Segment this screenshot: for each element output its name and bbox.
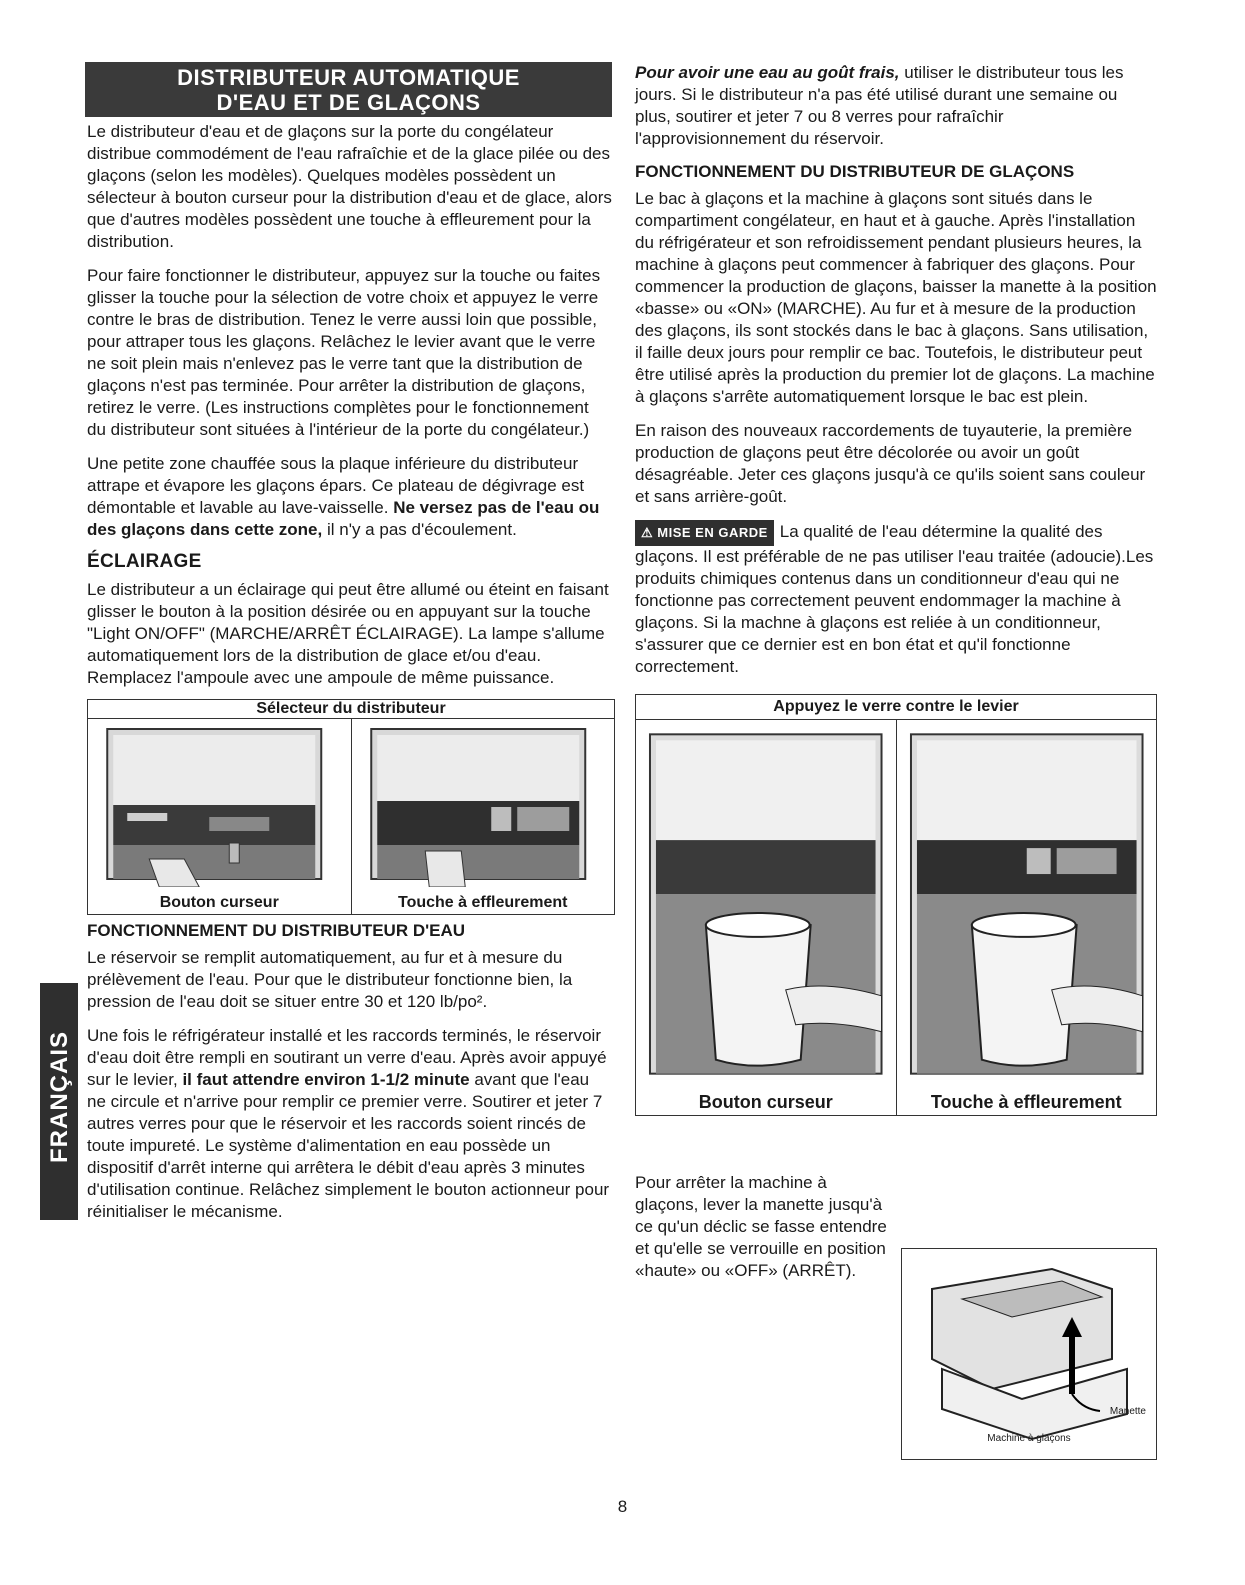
glass-figure-title: Appuyez le verre contre le levier (636, 695, 1156, 720)
touch-panel (351, 719, 615, 914)
glass-slider-panel (636, 720, 896, 1115)
ice-paragraph-2: En raison des nouveaux raccordements de tuyauterie, la première production de glaçons peut être décolorée ou avoir un goût désagréable. Jeter ces glaçons jusqu'à ce qu'ils soient sans couleur et sans arrière-goût. (635, 421, 1146, 506)
glass-lever-figure (635, 694, 1157, 1116)
section-title-line1: DISTRIBUTEUR AUTOMATIQUE (177, 65, 520, 90)
manette-label: Manette (1109, 1406, 1146, 1417)
ice-paragraph-1: Le bac à glaçons et la machine à glaçons sont situés dans le compartiment congélateur, en haut et à gauche. Après l'installation du réfrigérateur et son refroidissement pendant plusieurs heures, la machine à glaçons peut commencer à fabriquer des glaçons. Pour commencer la production de glaçons, baisser la manette à la position «basse» ou «ON» (MARCHE). Au fur et à mesure de la production des glaçons, ils sont stockés dans le bac à glaçons. Sans utilisation, il faille deux jours pour remplir ce bac. Toutefois, le distributeur peut être utilisé après la production du premier lot de glaçons. La machine à glaçons s'arrête automatiquement lorsque le bac est plein. (635, 189, 1157, 406)
warning-badge: ⚠ MISE EN GARDE (635, 520, 774, 546)
heated-zone-warning: Ne versez pas de l'eau ou des glaçons dans cette zone, (87, 498, 600, 539)
water-paragraph-2 (87, 1025, 612, 1223)
section-title-line2: D'EAU ET DE GLAÇONS (216, 90, 481, 115)
dispenser-touch-illustration (352, 719, 615, 887)
warning-paragraph (635, 520, 1157, 678)
operation-paragraph: Pour faire fonctionner le distributeur, appuyez sur la touche ou faites glisser la touche pour la sélection de votre choix et appuyez le verre contre le bras de distribution. Tenez le verre aussi loin que possible, pour attraper tous les glaçons. Relâchez le levier avant que le verre ne soit plein mais n'enlevez pas le verre tant que la distribution de glaçons n'est pas terminée. Pour arrêter la distribution de glaçons, retirez le verre. (Les instructions complètes pour le fonctionnement du distributeur sont situées à l'intérieur de la porte du congélateur.) (87, 266, 601, 439)
section-title (85, 62, 612, 117)
ice-machine-illustration (902, 1249, 1156, 1459)
machine-label: Machine à glaçons (987, 1433, 1071, 1444)
glass-touch-illustration (897, 720, 1157, 1085)
water-heading: FONCTIONNEMENT DU DISTRIBUTEUR D'EAU (87, 921, 466, 940)
slider-panel (88, 719, 351, 914)
heated-zone-tail: il n'y a pas d'écoulement. (326, 520, 517, 539)
stop-ice-paragraph: Pour arrêter la machine à glaçons, lever la manette jusqu'à ce qu'un déclic se fasse entendre et qu'elle se verrouille en position «haute» ou «OFF» (ARRÊT). (635, 1173, 887, 1280)
ice-machine-figure (901, 1248, 1157, 1460)
heated-zone-text: Une petite zone chauffée sous la plaque inférieure du distributeur attrape et évapore les glaçons épars. Ce plateau de dégivrage est démontable et lavable au lave-vaisselle. (87, 454, 585, 517)
figure-title: Sélecteur du distributeur (88, 700, 614, 719)
lighting-heading: ÉCLAIRAGE (87, 551, 202, 572)
dispenser-slider-illustration (88, 719, 351, 887)
glass-touch-caption: Touche à effleurement (930, 1092, 1122, 1112)
slider-caption: Bouton curseur (159, 894, 279, 911)
right-column (635, 62, 1157, 1282)
side-tab-label: FRANÇAIS (46, 1031, 73, 1163)
page-number: 8 (617, 1497, 628, 1516)
intro-paragraph: Le distributeur d'eau et de glaçons sur la porte du congélateur distribue commodément de l'eau rafraîchie et de la glace pilée ou des glaçons (selon les modèles). Quelques modèles possèdent un sélecteur à bouton curseur pour la distribution d'eau et de glace, alors que d'autres modèles possèdent une touche à effleurement pour la distribution. (87, 122, 612, 251)
glass-slider-caption: Bouton curseur (698, 1092, 833, 1112)
water-p2-a: Une fois le réfrigérateur installé et les raccords terminés, le réservoir d'eau doit être rempli en soutirant un verre d'eau. Après avoir appuyé sur le levier, (87, 1026, 607, 1089)
language-side-tab (40, 983, 78, 1220)
touch-caption: Touche à effleurement (397, 894, 568, 911)
ice-heading: FONCTIONNEMENT DU DISTRIBUTEUR DE GLAÇONS (635, 162, 1075, 181)
glass-slider-illustration (636, 720, 896, 1085)
heated-zone-paragraph (87, 453, 612, 541)
water-paragraph-1: Le réservoir se remplit automatiquement, au fur et à mesure du prélèvement de l'eau. Pour que le distributeur fonctionne bien, la pression de l'eau doit se situer entre 30 et 120 lb/po². (87, 948, 573, 1011)
fresh-taste-text: utiliser le distributeur tous les jours. Si le distributeur n'a pas été utilisé durant une semaine ou plus, soutirer et jeter 7 ou 8 verres pour rafraîchir l'approvisionnement du réservoir. (635, 63, 1124, 148)
water-p2-bold: il faut attendre environ 1-1/2 minute (182, 1070, 470, 1089)
lighting-paragraph: Le distributeur a un éclairage qui peut être allumé ou éteint en faisant glisser le bouton à la position désirée ou en appuyant sur la touche "Light ON/OFF" (MARCHE/ARRÊT ÉCLAIRAGE). La lampe s'allume automatiquement lors de la distribution de glace et/ou d'eau. Remplacez l'ampoule avec une ampoule de même puissance. (87, 580, 609, 687)
glass-touch-panel (896, 720, 1157, 1115)
fresh-taste-paragraph (635, 62, 1157, 150)
fresh-taste-lead: Pour avoir une eau au goût frais, (635, 63, 900, 82)
left-column (87, 62, 612, 1223)
dispenser-selector-figure (87, 699, 615, 915)
warning-text: La qualité de l'eau détermine la qualité des glaçons. Il est préférable de ne pas utiliser l'eau traitée (adoucie).Les produits chimiques contenus dans un conditionneur d'eau qui ne fonctionne pas correctement peuvent endommager la machine à glaçons. Si la machne à glaçons est reliée à un conditionneur, s'assurer que ce dernier est en bon état et qu'il fonctionne correctement. (635, 522, 1154, 676)
water-p2-b: avant que l'eau ne circule et n'arrive pour remplir ce premier verre. Soutirer et jeter 7 autres verres pour que le réservoir et les raccords soient rincés de toute impureté. Le système d'alimentation en eau possède un dispositif d'arrêt interne qui arrêtera le débit d'eau après 3 minutes d'utilisation continue. Relâchez simplement le bouton actionneur pour réinitialiser le mécanisme. (87, 1070, 610, 1221)
